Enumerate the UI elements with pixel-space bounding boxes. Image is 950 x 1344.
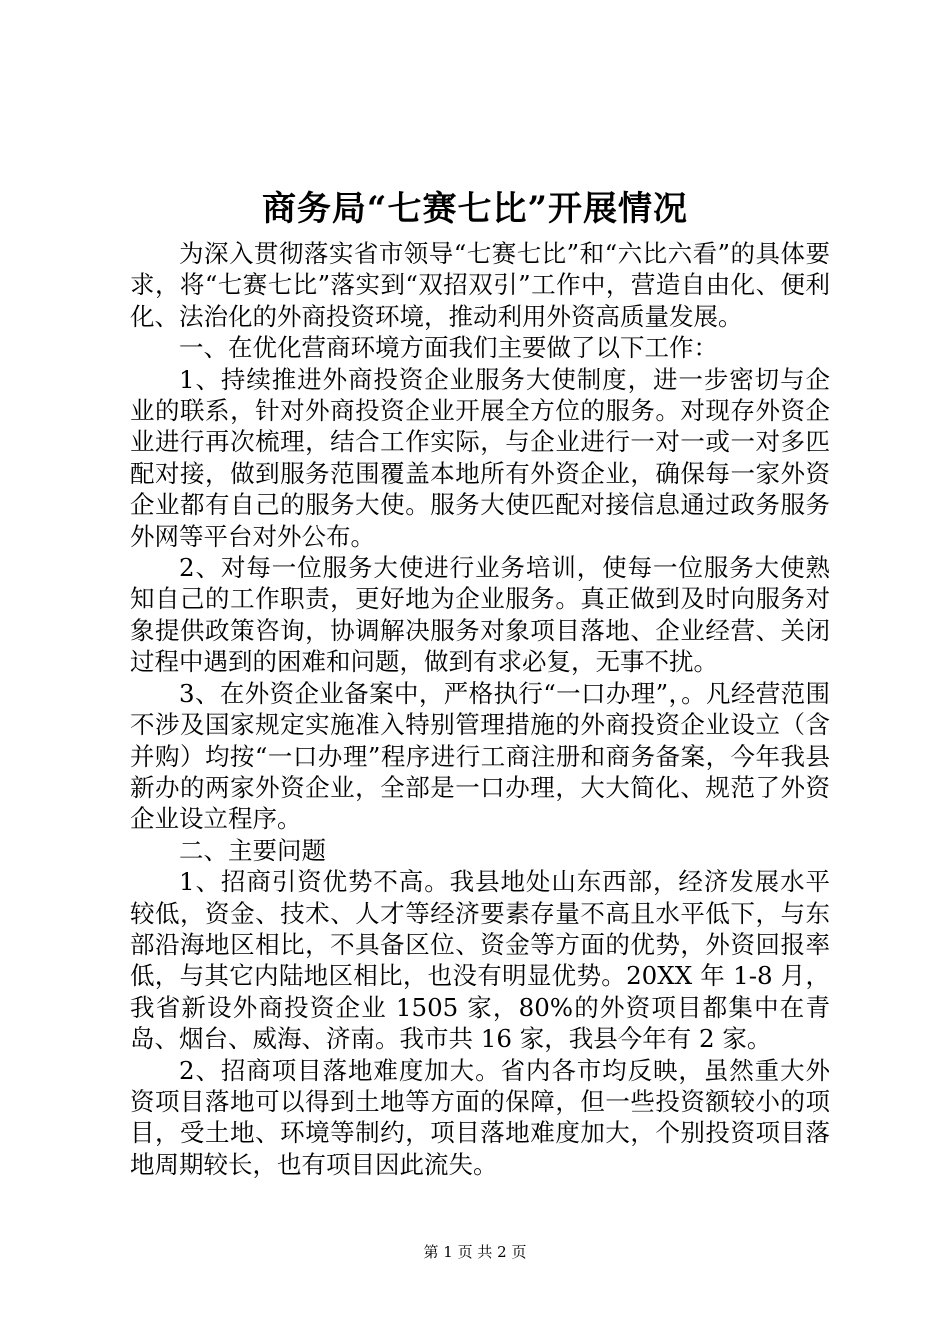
paragraph-problem-1: 1、招商引资优势不高。我县地处山东西部，经济发展水平较低，资金、技术、人才等经济要素存量不高且水平低下，与东部沿海地区相比，不具备区位、资金等方面的优势，外资回报率低，与其它内陆地区相比，也没有明显优势。20XX 年 1-8 月，我省新设外商投资企业 1505 家，80%的外资项目都集中在青岛、烟台、威海、济南。我市共 16 家，我县今年有 2 家。 bbox=[130, 867, 830, 1054]
paragraph-item-1: 1、持续推进外商投资企业服务大使制度，进一步密切与企业的联系，针对外商投资企业开展全方位的服务。对现存外资企业进行再次梳理，结合工作实际，与企业进行一对一或一对多匹配对接，做到服务范围覆盖本地所有外资企业，确保每一家外资企业都有自己的服务大使。服务大使匹配对接信息通过政务服务外网等平台对外公布。 bbox=[130, 364, 830, 551]
document-title: 商务局“七赛七比”开展情况 bbox=[261, 189, 689, 229]
paragraph-item-3: 3、在外资企业备案中，严格执行“一口办理”，。凡经营范围不涉及国家规定实施准入特别管理措施的外商投资企业设立（含并购）均按“一口办理”程序进行工商注册和商务备案，今年我县新办的两家外资企业，全部是一口办理，大大简化、规范了外资企业设立程序。 bbox=[130, 678, 830, 834]
section-heading-problems: 二、主要问题 bbox=[179, 835, 326, 865]
page-footer: 第 1 页 共 2 页 bbox=[423, 1243, 527, 1261]
paragraph-problem-2: 2、招商项目落地难度加大。省内各市均反映，虽然重大外资项目落地可以得到土地等方面的保障，但一些投资额较小的项目，受土地、环境等制约，项目落地难度加大，个别投资项目落地周期较长，也有项目因此流失。 bbox=[130, 1055, 830, 1179]
section-heading-work: 一、在优化营商环境方面我们主要做了以下工作： bbox=[179, 333, 718, 363]
document-body bbox=[130, 238, 830, 1180]
paragraph-item-2: 2、对每一位服务大使进行业务培训，使每一位服务大使熟知自己的工作职责，更好地为企业服务。真正做到及时向服务对象提供政策咨询，协调解决服务对象项目落地、企业经营、关闭过程中遇到的困难和问题，做到有求必复，无事不扰。 bbox=[130, 553, 830, 677]
paragraph-intro: 为深入贯彻落实省市领导“七赛七比”和“六比六看”的具体要求，将“七赛七比”落实到“双招双引”工作中，营造自由化、便利化、法治化的外商投资环境，推动利用外资高质量发展。 bbox=[130, 239, 830, 331]
